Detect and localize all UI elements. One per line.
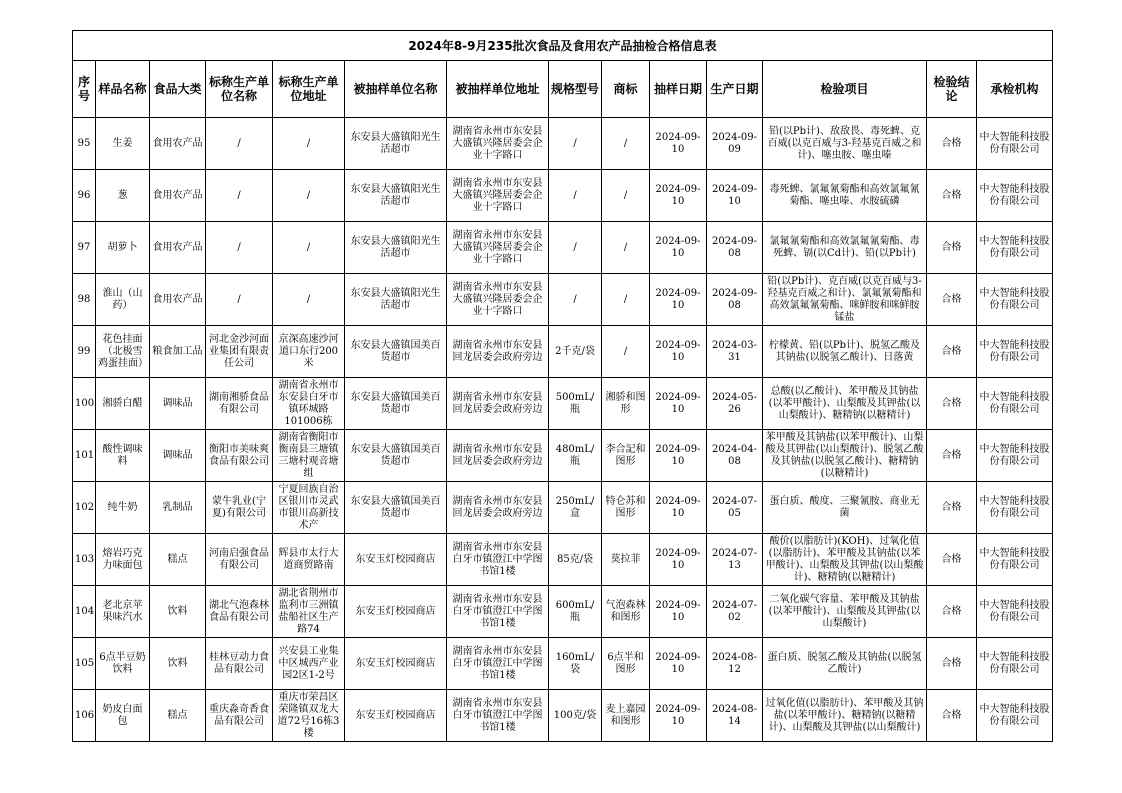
cell-sampling-date: 2024-09-10 <box>650 482 707 534</box>
cell-specification: 500mL/瓶 <box>549 378 602 430</box>
cell-manufacturer-address: 重庆市荣昌区荣隆镇双龙大道72号16栋3楼 <box>273 690 345 742</box>
cell-sampled-unit-name: 东安县大盛镇阳光生活超市 <box>345 170 447 222</box>
cell-index: 96 <box>73 170 96 222</box>
cell-sampled-unit-name: 东安县大盛镇阳光生活超市 <box>345 274 447 326</box>
cell-food-category: 糕点 <box>150 690 206 742</box>
cell-sample-name: 酸性调味料 <box>96 430 150 482</box>
header-sampled-unit-name: 被抽样单位名称 <box>345 61 447 118</box>
cell-manufacturer-address: / <box>273 118 345 170</box>
cell-conclusion: 合格 <box>927 222 977 274</box>
cell-manufacturer-address: 湖北省荆州市监利市三洲镇盐船社区生产路74 <box>273 586 345 638</box>
cell-sampling-date: 2024-09-10 <box>650 118 707 170</box>
cell-trademark: / <box>602 222 650 274</box>
table-row <box>73 326 1053 378</box>
cell-trademark: / <box>602 170 650 222</box>
cell-testing-agency: 中大智能科技股份有限公司 <box>977 222 1053 274</box>
cell-manufacturer-address: 辉县市太行大道商贸路南 <box>273 534 345 586</box>
cell-production-date: 2024-09-08 <box>707 222 763 274</box>
cell-index: 97 <box>73 222 96 274</box>
cell-trademark: / <box>602 274 650 326</box>
cell-trademark: 特仑苏和图形 <box>602 482 650 534</box>
cell-conclusion: 合格 <box>927 534 977 586</box>
cell-index: 95 <box>73 118 96 170</box>
inspection-sheet <box>72 30 1052 742</box>
cell-test-items: 二氧化碳气容量、苯甲酸及其钠盐(以苯甲酸计)、山梨酸及其钾盐(以山梨酸计) <box>763 586 927 638</box>
cell-food-category: 食用农产品 <box>150 118 206 170</box>
cell-sampled-unit-name: 东安县大盛镇国美百货超市 <box>345 326 447 378</box>
cell-testing-agency: 中大智能科技股份有限公司 <box>977 638 1053 690</box>
cell-manufacturer-name: 重庆淼奇香食品有限公司 <box>206 690 273 742</box>
table-row <box>73 690 1053 742</box>
cell-manufacturer-address: / <box>273 222 345 274</box>
cell-conclusion: 合格 <box>927 586 977 638</box>
cell-sampled-unit-address: 湖南省永州市东安县大盛镇兴隆居委会企业十字路口 <box>447 222 549 274</box>
cell-sampled-unit-name: 东安玉灯校园商店 <box>345 690 447 742</box>
cell-production-date: 2024-09-10 <box>707 170 763 222</box>
table-row <box>73 430 1053 482</box>
table-title: 2024年8-9月235批次食品及食用农产品抽检合格信息表 <box>73 31 1053 61</box>
header-trademark: 商标 <box>602 61 650 118</box>
cell-sampled-unit-address: 湖南省永州市东安县回龙居委会政府旁边 <box>447 430 549 482</box>
cell-sample-name: 胡萝卜 <box>96 222 150 274</box>
cell-manufacturer-name: 蒙牛乳业(宁夏)有限公司 <box>206 482 273 534</box>
table-row <box>73 118 1053 170</box>
cell-conclusion: 合格 <box>927 690 977 742</box>
cell-index: 105 <box>73 638 96 690</box>
cell-testing-agency: 中大智能科技股份有限公司 <box>977 482 1053 534</box>
cell-sample-name: 6点半豆奶饮料 <box>96 638 150 690</box>
cell-sample-name: 葱 <box>96 170 150 222</box>
cell-sampling-date: 2024-09-10 <box>650 638 707 690</box>
cell-sampled-unit-name: 东安玉灯校园商店 <box>345 534 447 586</box>
cell-manufacturer-address: 宁夏回族自治区银川市灵武市银川高新技术产 <box>273 482 345 534</box>
cell-sampled-unit-name: 东安县大盛镇国美百货超市 <box>345 378 447 430</box>
cell-index: 102 <box>73 482 96 534</box>
cell-test-items: 蛋白质、脱氢乙酸及其钠盐(以脱氢乙酸计) <box>763 638 927 690</box>
cell-trademark: 李合記和图形 <box>602 430 650 482</box>
cell-food-category: 食用农产品 <box>150 274 206 326</box>
cell-production-date: 2024-04-08 <box>707 430 763 482</box>
cell-test-items: 过氧化值(以脂肪计)、苯甲酸及其钠盐(以苯甲酸计)、糖精钠(以糖精计)、山梨酸及其钾盐(以山梨酸计) <box>763 690 927 742</box>
cell-test-items: 铅(以Pb计)、敌敌畏、毒死蜱、克百威(以克百威与3-羟基克百威之和计)、噻虫胺、噻虫嗪 <box>763 118 927 170</box>
cell-sample-name: 奶皮白面包 <box>96 690 150 742</box>
cell-testing-agency: 中大智能科技股份有限公司 <box>977 170 1053 222</box>
cell-production-date: 2024-07-02 <box>707 586 763 638</box>
cell-sampled-unit-name: 东安玉灯校园商店 <box>345 638 447 690</box>
cell-manufacturer-address: / <box>273 274 345 326</box>
cell-conclusion: 合格 <box>927 118 977 170</box>
cell-sampling-date: 2024-09-10 <box>650 586 707 638</box>
table-row <box>73 534 1053 586</box>
table-row <box>73 638 1053 690</box>
header-sample-name: 样品名称 <box>96 61 150 118</box>
cell-sampled-unit-name: 东安县大盛镇国美百货超市 <box>345 430 447 482</box>
cell-conclusion: 合格 <box>927 274 977 326</box>
cell-specification: 85克/袋 <box>549 534 602 586</box>
cell-sample-name: 纯牛奶 <box>96 482 150 534</box>
cell-manufacturer-name: 衡阳市美味爽食品有限公司 <box>206 430 273 482</box>
header-sampled-unit-address: 被抽样单位地址 <box>447 61 549 118</box>
cell-production-date: 2024-07-13 <box>707 534 763 586</box>
cell-manufacturer-name: 湖北气泡森林食品有限公司 <box>206 586 273 638</box>
cell-conclusion: 合格 <box>927 638 977 690</box>
cell-specification: 100克/袋 <box>549 690 602 742</box>
cell-trademark: / <box>602 326 650 378</box>
cell-conclusion: 合格 <box>927 430 977 482</box>
header-specification: 规格型号 <box>549 61 602 118</box>
cell-specification: / <box>549 118 602 170</box>
cell-test-items: 蛋白质、酸度、三聚氰胺、商业无菌 <box>763 482 927 534</box>
cell-food-category: 粮食加工品 <box>150 326 206 378</box>
cell-sampled-unit-address: 湖南省永州市东安县大盛镇兴隆居委会企业十字路口 <box>447 274 549 326</box>
table-row <box>73 482 1053 534</box>
cell-index: 103 <box>73 534 96 586</box>
cell-testing-agency: 中大智能科技股份有限公司 <box>977 430 1053 482</box>
cell-specification: 250mL/盒 <box>549 482 602 534</box>
header-manufacturer-address: 标称生产单位地址 <box>273 61 345 118</box>
cell-sampled-unit-address: 湖南省永州市东安县回龙居委会政府旁边 <box>447 482 549 534</box>
cell-sampled-unit-name: 东安县大盛镇国美百货超市 <box>345 482 447 534</box>
cell-food-category: 食用农产品 <box>150 222 206 274</box>
cell-test-items: 铅(以Pb计)、克百威(以克百威与3-羟基克百威之和计)、氯氟氰菊酯和高效氯氟氰菊酯、咪鲜胺和咪鲜胺锰盐 <box>763 274 927 326</box>
cell-sample-name: 熔岩巧克力味面包 <box>96 534 150 586</box>
cell-production-date: 2024-07-05 <box>707 482 763 534</box>
cell-test-items: 毒死蜱、氯氟氰菊酯和高效氯氟氰菊酯、噻虫嗪、水胺硫磷 <box>763 170 927 222</box>
cell-manufacturer-name: 湖南湘骄食品有限公司 <box>206 378 273 430</box>
cell-index: 101 <box>73 430 96 482</box>
cell-index: 99 <box>73 326 96 378</box>
cell-manufacturer-address: 兴安县工业集中区城西产业园2区1-2号 <box>273 638 345 690</box>
cell-conclusion: 合格 <box>927 378 977 430</box>
cell-food-category: 饮料 <box>150 586 206 638</box>
cell-specification: / <box>549 170 602 222</box>
cell-index: 106 <box>73 690 96 742</box>
cell-sampling-date: 2024-09-10 <box>650 690 707 742</box>
header-conclusion: 检验结论 <box>927 61 977 118</box>
header-testing-agency: 承检机构 <box>977 61 1053 118</box>
header-test-items: 检验项目 <box>763 61 927 118</box>
table-row <box>73 274 1053 326</box>
table-row <box>73 222 1053 274</box>
cell-testing-agency: 中大智能科技股份有限公司 <box>977 118 1053 170</box>
cell-test-items: 总酸(以乙酸计)、苯甲酸及其钠盐(以苯甲酸计)、山梨酸及其钾盐(以山梨酸计)、糖精钠(以糖精计) <box>763 378 927 430</box>
inspection-table <box>72 30 1053 742</box>
cell-production-date: 2024-08-14 <box>707 690 763 742</box>
cell-sampled-unit-address: 湖南省永州市东安县白牙市镇澄江中学图书馆1楼 <box>447 638 549 690</box>
cell-manufacturer-name: / <box>206 274 273 326</box>
cell-testing-agency: 中大智能科技股份有限公司 <box>977 586 1053 638</box>
header-manufacturer-name: 标称生产单位名称 <box>206 61 273 118</box>
cell-sampling-date: 2024-09-10 <box>650 430 707 482</box>
cell-sampled-unit-address: 湖南省永州市东安县回龙居委会政府旁边 <box>447 326 549 378</box>
cell-production-date: 2024-05-26 <box>707 378 763 430</box>
cell-index: 104 <box>73 586 96 638</box>
cell-specification: 600mL/瓶 <box>549 586 602 638</box>
cell-food-category: 饮料 <box>150 638 206 690</box>
cell-conclusion: 合格 <box>927 326 977 378</box>
cell-manufacturer-address: 湖南省衡阳市衡南县三塘镇三塘村观音塘组 <box>273 430 345 482</box>
cell-testing-agency: 中大智能科技股份有限公司 <box>977 534 1053 586</box>
cell-manufacturer-name: 河北金沙河面业集团有限责任公司 <box>206 326 273 378</box>
cell-production-date: 2024-03-31 <box>707 326 763 378</box>
cell-sample-name: 生姜 <box>96 118 150 170</box>
cell-sampled-unit-address: 湖南省永州市东安县大盛镇兴隆居委会企业十字路口 <box>447 118 549 170</box>
cell-conclusion: 合格 <box>927 482 977 534</box>
cell-manufacturer-address: 京深高速沙河道口东行200米 <box>273 326 345 378</box>
cell-trademark: 莫拉菲 <box>602 534 650 586</box>
cell-testing-agency: 中大智能科技股份有限公司 <box>977 326 1053 378</box>
cell-manufacturer-name: / <box>206 118 273 170</box>
cell-trademark: 6点半和图形 <box>602 638 650 690</box>
cell-manufacturer-name: / <box>206 170 273 222</box>
cell-trademark: 气泡森林和图形 <box>602 586 650 638</box>
cell-index: 98 <box>73 274 96 326</box>
cell-manufacturer-address: 湖南省永州市东安县白牙市镇环城路101006栋 <box>273 378 345 430</box>
cell-sampling-date: 2024-09-10 <box>650 534 707 586</box>
cell-food-category: 食用农产品 <box>150 170 206 222</box>
cell-sample-name: 湘骄白醋 <box>96 378 150 430</box>
cell-sampled-unit-name: 东安县大盛镇阳光生活超市 <box>345 118 447 170</box>
cell-testing-agency: 中大智能科技股份有限公司 <box>977 274 1053 326</box>
header-food-category: 食品大类 <box>150 61 206 118</box>
cell-production-date: 2024-08-12 <box>707 638 763 690</box>
cell-sampled-unit-address: 湖南省永州市东安县回龙居委会政府旁边 <box>447 378 549 430</box>
header-index: 序号 <box>73 61 96 118</box>
cell-sampled-unit-address: 湖南省永州市东安县白牙市镇澄江中学图书馆1楼 <box>447 690 549 742</box>
cell-index: 100 <box>73 378 96 430</box>
cell-trademark: / <box>602 118 650 170</box>
cell-production-date: 2024-09-09 <box>707 118 763 170</box>
table-body <box>73 118 1053 742</box>
cell-sampling-date: 2024-09-10 <box>650 170 707 222</box>
header-sampling-date: 抽样日期 <box>650 61 707 118</box>
table-row <box>73 170 1053 222</box>
table-row <box>73 586 1053 638</box>
cell-sampled-unit-name: 东安县大盛镇阳光生活超市 <box>345 222 447 274</box>
cell-specification: 2千克/袋 <box>549 326 602 378</box>
cell-sampling-date: 2024-09-10 <box>650 378 707 430</box>
cell-sampling-date: 2024-09-10 <box>650 274 707 326</box>
cell-sampling-date: 2024-09-10 <box>650 326 707 378</box>
cell-sampled-unit-address: 湖南省永州市东安县大盛镇兴隆居委会企业十字路口 <box>447 170 549 222</box>
cell-manufacturer-name: 桂林豆动力食品有限公司 <box>206 638 273 690</box>
cell-sampled-unit-address: 湖南省永州市东安县白牙市镇澄江中学图书馆1楼 <box>447 534 549 586</box>
cell-trademark: 麦上嘉园和图形 <box>602 690 650 742</box>
cell-food-category: 调味品 <box>150 378 206 430</box>
cell-specification: 160mL/袋 <box>549 638 602 690</box>
cell-production-date: 2024-09-08 <box>707 274 763 326</box>
cell-specification: 480mL/瓶 <box>549 430 602 482</box>
cell-sample-name: 花色挂面（北极雪鸡蛋挂面） <box>96 326 150 378</box>
cell-sampling-date: 2024-09-10 <box>650 222 707 274</box>
table-row <box>73 378 1053 430</box>
cell-specification: / <box>549 222 602 274</box>
cell-specification: / <box>549 274 602 326</box>
cell-conclusion: 合格 <box>927 170 977 222</box>
cell-testing-agency: 中大智能科技股份有限公司 <box>977 690 1053 742</box>
cell-test-items: 柠檬黄、铅(以Pb计)、脱氢乙酸及其钠盐(以脱氢乙酸计)、日落黄 <box>763 326 927 378</box>
cell-sampled-unit-name: 东安玉灯校园商店 <box>345 586 447 638</box>
cell-manufacturer-address: / <box>273 170 345 222</box>
cell-testing-agency: 中大智能科技股份有限公司 <box>977 378 1053 430</box>
cell-food-category: 糕点 <box>150 534 206 586</box>
cell-sample-name: 老北京苹果味汽水 <box>96 586 150 638</box>
cell-manufacturer-name: / <box>206 222 273 274</box>
cell-test-items: 氯氟氰菊酯和高效氯氟氰菊酯、毒死蜱、镉(以Cd计)、铅(以Pb计) <box>763 222 927 274</box>
header-production-date: 生产日期 <box>707 61 763 118</box>
cell-test-items: 酸价(以脂肪计)(KOH)、过氧化值(以脂肪计)、苯甲酸及其钠盐(以苯甲酸计)、山梨酸及其钾盐(以山梨酸计)、糖精钠(以糖精计) <box>763 534 927 586</box>
cell-food-category: 乳制品 <box>150 482 206 534</box>
cell-trademark: 湘骄和图形 <box>602 378 650 430</box>
cell-manufacturer-name: 河南启强食品有限公司 <box>206 534 273 586</box>
cell-food-category: 调味品 <box>150 430 206 482</box>
cell-sampled-unit-address: 湖南省永州市东安县白牙市镇澄江中学图书馆1楼 <box>447 586 549 638</box>
cell-test-items: 苯甲酸及其钠盐(以苯甲酸计)、山梨酸及其钾盐(以山梨酸计)、脱氢乙酸及其钠盐(以脱氢乙酸计)、糖精钠(以糖精计) <box>763 430 927 482</box>
cell-sample-name: 淮山（山药） <box>96 274 150 326</box>
